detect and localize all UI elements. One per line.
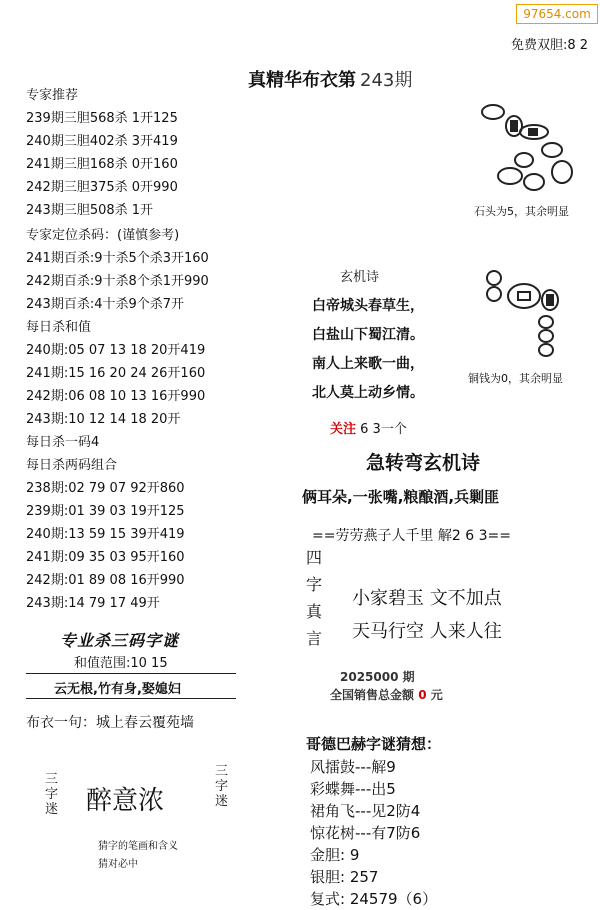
list-item: 243期:10 12 14 18 20开: [26, 412, 181, 427]
issue-number: 243期: [360, 70, 413, 91]
poem-line: 北人莫上动乡情。: [312, 385, 424, 401]
three-char-riddle: 醉意浓: [86, 786, 165, 816]
four-char-line-2: 天马行空 人来人往: [352, 621, 502, 642]
page-title: [248, 66, 412, 92]
hint-text: [98, 838, 178, 874]
sales-amount: 0: [418, 688, 427, 702]
cloud-riddle: 云无根,竹有身,娶媳妇: [54, 682, 181, 697]
poem-line: 白帝城头春草生，: [312, 298, 424, 314]
focus-value: 6 3一个: [360, 422, 407, 437]
riddle-answer: ==劳劳燕子人千里 解2 6 3==: [312, 528, 511, 544]
poem-line: 白盐山下蜀江清。: [312, 327, 424, 343]
list-item: 241期:15 16 20 24 26开160: [26, 366, 206, 381]
list-item: 243期三胆508杀 1开: [26, 203, 154, 218]
hint-line-2: 猜对必中: [98, 859, 138, 870]
list-item: 239期三胆568杀 1开125: [26, 111, 178, 126]
sales-total: [330, 686, 443, 703]
list-item: 243期百杀:4十杀9个杀7开: [26, 297, 185, 312]
list-item: 242期三胆375杀 0开990: [26, 180, 178, 195]
expert-recommend-heading: 专家推荐: [26, 88, 79, 103]
four-char-vertical: 四字真言: [306, 548, 323, 648]
list-item: 241期三胆168杀 0开160: [26, 157, 178, 172]
turn-poem-title: 急转弯玄机诗: [366, 452, 481, 474]
sum-range: 和值范围:10 15: [74, 656, 168, 671]
buyi-line: 布衣一句：城上春云覆苑墙: [26, 715, 194, 731]
list-item: 风擂鼓---解9: [310, 758, 396, 776]
stones-picture: [478, 100, 578, 196]
divider: [26, 673, 236, 674]
focus-line: [330, 418, 407, 437]
list-item: 242期:06 08 10 13 16开990: [26, 389, 206, 404]
list-item: 241期百杀:9十杀5个杀3开160: [26, 251, 209, 266]
list-item: 复式: 24579（6）: [310, 890, 438, 908]
list-item: 240期三胆402杀 3开419: [26, 134, 178, 149]
pro-riddle-title: 专业杀三码字谜: [60, 631, 180, 650]
list-item: 240期:13 59 15 39开419: [26, 527, 185, 542]
four-char-line-1: 小家碧玉 文不加点: [352, 588, 502, 609]
turn-poem-line: 俩耳朵,一张嘴,粮酿酒,兵剿匪: [302, 488, 500, 506]
goldbach-title: 哥德巴赫字谜猜想：: [306, 735, 442, 753]
goldbach-list: [310, 756, 437, 910]
list-item: 241期:09 35 03 95开160: [26, 550, 185, 565]
list-item: 金胆: 9: [310, 846, 360, 864]
list-item: 银胆: 257: [310, 868, 379, 886]
list-item: 239期:01 39 03 19开125: [26, 504, 185, 519]
stones-caption: 石头为5，其余明显: [474, 205, 569, 218]
list-item: 243期:14 79 17 49开: [26, 596, 160, 611]
poem-title: 玄机诗: [340, 270, 380, 285]
divider: [26, 698, 236, 699]
expert-position-heading: 专家定位杀码：(谨慎参考): [26, 228, 180, 243]
list-item: 240期:05 07 13 18 20开419: [26, 343, 206, 358]
focus-label: 关注: [330, 422, 357, 437]
hint-line-1: 猜字的笔画和含义: [98, 841, 178, 852]
list-item: 242期百杀:9十杀8个杀1开990: [26, 274, 209, 289]
side-label-left: 三字迷: [44, 772, 58, 817]
poem-line: 南人上来歌一曲，: [312, 356, 424, 372]
watermark[interactable]: 97654.com: [516, 4, 598, 24]
coins-caption: 铜钱为0，其余明显: [468, 372, 563, 385]
list-item: 彩蝶舞---出5: [310, 780, 396, 798]
daily-two-heading: 每日杀两码组合: [26, 458, 118, 473]
coins-picture: [482, 268, 578, 364]
list-item: 242期:01 89 08 16开990: [26, 573, 185, 588]
sales-label: 全国销售总金额: [330, 688, 415, 702]
sales-unit: 元: [430, 688, 443, 702]
daily-one-code: 每日杀一码4: [26, 435, 100, 450]
sales-issue: 2025000 期: [340, 670, 415, 684]
list-item: 惊花树---有7防6: [310, 824, 421, 842]
title-text: 真精华布衣第: [248, 70, 356, 91]
poem: [312, 292, 424, 408]
list-item: 238期:02 79 07 92开860: [26, 481, 185, 496]
list-item: 裙角飞---见2防4: [310, 802, 421, 820]
side-label-right: 三字迷: [214, 764, 228, 809]
left-column: [26, 84, 209, 615]
daily-sum-heading: 每日杀和值: [26, 320, 92, 335]
free-double-picks: 免费双胆:8 2: [510, 38, 588, 53]
